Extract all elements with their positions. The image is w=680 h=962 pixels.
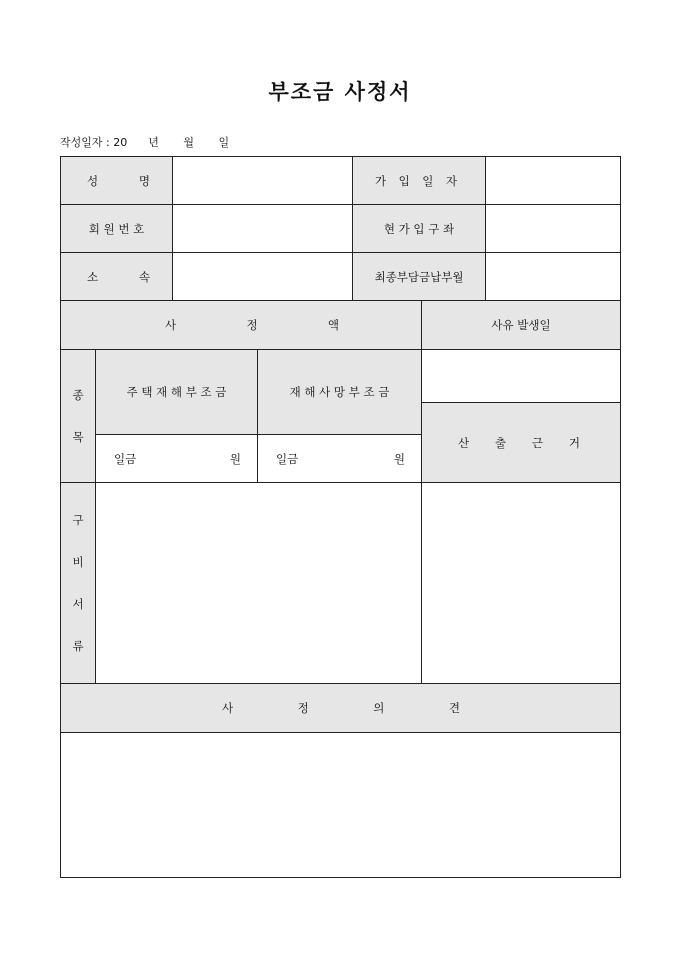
opinion-header-cell [60,683,621,733]
last-payment-input-cell[interactable] [485,252,621,301]
amount-header-cell [60,300,422,350]
member-no-label: 회 원 번 호 [88,221,145,236]
name-label-cell [60,156,173,205]
member-no-input-cell[interactable] [172,204,353,253]
join-date-label-cell [352,156,486,205]
name-label-1: 성 [87,173,99,188]
amount-header-3: 액 [327,318,339,332]
date-label: 작성일자 : 20 [60,136,128,149]
category-label-1: 종 [72,388,84,402]
affiliation-input-cell[interactable] [172,252,353,301]
affiliation-label-2: 속 [138,269,150,284]
current-account-label: 현 가 입 구 좌 [383,221,455,236]
document-title: 부조금 사정서 [268,79,412,104]
member-no-label-cell [60,204,173,253]
basis-input-cell[interactable] [421,482,621,684]
basis-header-3: 근 [531,435,544,450]
documents-label-1: 구 [72,513,84,527]
date-month: 월 [183,136,194,149]
affiliation-label-cell [60,252,173,301]
death-amount-cell[interactable] [257,434,422,483]
documents-input-cell[interactable] [95,482,422,684]
date-line [60,134,229,150]
housing-amount-unit: 원 [229,451,241,466]
amount-header-2: 정 [246,318,258,332]
join-date-label-1: 가 [375,173,387,188]
housing-amount-cell[interactable] [95,434,258,483]
current-account-input-cell[interactable] [485,204,621,253]
date-year: 년 [148,136,159,149]
join-date-label-4: 자 [445,173,457,188]
housing-disaster-label: 주 택 재 해 부 조 금 [126,385,227,399]
documents-label-4: 류 [72,639,84,653]
basis-header-4: 거 [568,435,580,450]
category-label-2: 목 [72,430,84,444]
reason-date-header-cell [421,300,621,350]
housing-amount-prefix: 일금 [114,451,137,466]
opinion-header-3: 의 [373,701,385,715]
reason-date-input-cell[interactable] [421,349,621,403]
affiliation-label-1: 소 [87,269,99,284]
death-amount-prefix: 일금 [276,451,299,466]
opinion-input-cell[interactable] [60,732,621,878]
reason-date-header: 사유 발생일 [491,318,551,332]
date-day: 일 [218,136,230,149]
join-date-label-2: 입 [398,173,410,188]
basis-header-1: 산 [458,435,470,450]
opinion-header-2: 정 [297,701,309,715]
documents-label-cell [60,482,96,684]
name-label-2: 명 [138,173,150,188]
last-payment-label: 최종부담금납부월 [374,269,464,284]
opinion-header-4: 견 [448,701,460,715]
disaster-death-label: 재 해 사 망 부 조 금 [289,385,390,399]
category-label-cell [60,349,96,483]
name-input-cell[interactable] [172,156,353,205]
disaster-death-header-cell [257,349,422,435]
housing-disaster-header-cell [95,349,258,435]
last-payment-label-cell [352,252,486,301]
basis-header-2: 출 [494,435,507,450]
join-date-label-3: 일 [422,173,434,188]
current-account-label-cell [352,204,486,253]
amount-header-1: 사 [165,318,177,332]
opinion-header-1: 사 [222,701,234,715]
documents-label-2: 비 [72,555,84,569]
death-amount-unit: 원 [393,451,405,466]
documents-label-3: 서 [72,597,84,611]
join-date-input-cell[interactable] [485,156,621,205]
basis-header-cell [421,402,621,483]
